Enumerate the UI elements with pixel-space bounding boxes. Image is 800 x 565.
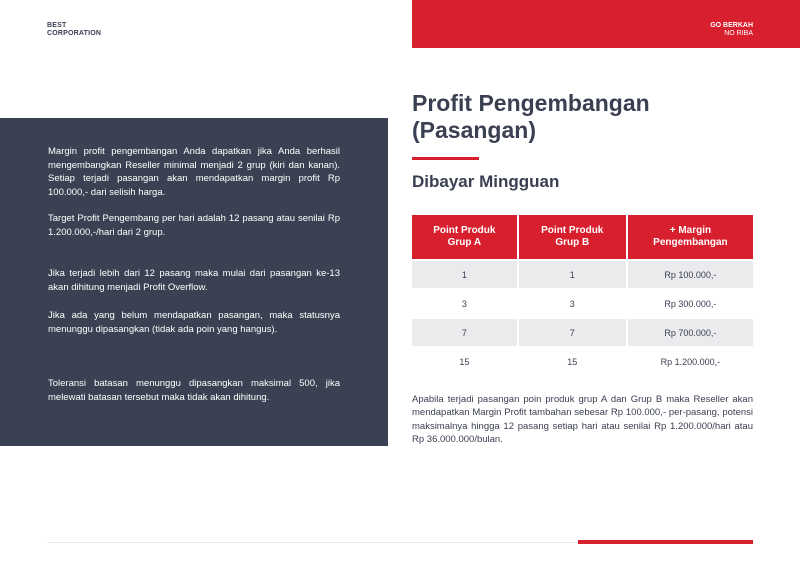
brand-line-2: CORPORATION: [47, 30, 102, 37]
header-grup-b-line-2: Grup B: [555, 237, 590, 248]
panel-paragraph-4: Jika ada yang belum mendapatkan pasangan, maka statusnya menunggu dipasangkan (tidak ada poin yang hangus).: [48, 310, 340, 335]
page-title-line-1: Profit Pengembangan: [412, 90, 650, 116]
cell-margin: Rp 1.200.000,-: [627, 347, 753, 375]
header-margin-line-2: Pengembangan: [653, 237, 728, 248]
cell-grup-b: 1: [518, 260, 627, 289]
table-row: [412, 347, 753, 375]
header-grup-a: [412, 215, 518, 260]
table-header-row: [412, 215, 753, 260]
footer-accent-bar: [578, 540, 753, 544]
tagline: [710, 22, 753, 38]
explanation-note: Apabila terjadi pasangan poin produk grup A dan Grup B maka Reseller akan mendapatkan Margin Profit tambahan sebesar Rp 100.000,- per-pasang, potensi maksimalnya hingga 12 pasang setiap hari atau senilai Rp 1.200.000/hari atau Rp 36.000.000/bulan.: [412, 394, 753, 445]
footer-divider: [47, 542, 578, 543]
header-grup-a-line-2: Grup A: [447, 237, 482, 248]
page-title: [412, 90, 650, 144]
page-subtitle: Dibayar Mingguan: [412, 172, 560, 191]
title-underline: [412, 157, 479, 160]
header-margin: [627, 215, 753, 260]
cell-grup-a: 15: [412, 347, 518, 375]
cell-grup-b: 3: [518, 289, 627, 318]
panel-paragraph-5: Toleransi batasan menunggu dipasangkan maksimal 500, jika melewati batasan tersebut maka tidak akan dihitung.: [48, 378, 340, 403]
cell-grup-b: 15: [518, 347, 627, 375]
brand-logo: [47, 22, 101, 38]
header-grup-a-line-1: Point Produk: [433, 225, 496, 236]
table-row: [412, 318, 753, 347]
table-row: [412, 260, 753, 289]
cell-margin: Rp 700.000,-: [627, 318, 753, 347]
page-title-line-2: (Pasangan): [412, 117, 536, 143]
panel-paragraph-2: Target Profit Pengembang per hari adalah 12 pasang atau senilai Rp 1.200.000,-/hari dari 2 grup.: [48, 213, 340, 238]
header-grup-b: [518, 215, 627, 260]
cell-grup-a: 7: [412, 318, 518, 347]
cell-margin: Rp 100.000,-: [627, 260, 753, 289]
panel-paragraph-3: Jika terjadi lebih dari 12 pasang maka mulai dari pasangan ke-13 akan dihitung menjadi Profit Overflow.: [48, 268, 340, 293]
cell-margin: Rp 300.000,-: [627, 289, 753, 318]
panel-paragraph-1: Margin profit pengembangan Anda dapatkan jika Anda berhasil mengembangkan Reseller minimal menjadi 2 grup (kiri dan kanan). Setiap terjadi pasangan akan mendapatkan margin profit Rp 100.000,- dari selisih harga.: [48, 146, 340, 198]
left-info-panel: [0, 118, 388, 446]
profit-table: [412, 215, 753, 375]
cell-grup-a: 1: [412, 260, 518, 289]
header-margin-line-1: + Margin: [669, 225, 712, 236]
cell-grup-a: 3: [412, 289, 518, 318]
tagline-line-1: GO BERKAH: [710, 22, 753, 29]
brand-line-1: BEST: [47, 22, 67, 29]
cell-grup-b: 7: [518, 318, 627, 347]
table-row: [412, 289, 753, 318]
header-grup-b-line-1: Point Produk: [541, 225, 604, 236]
tagline-line-2: NO RIBA: [724, 30, 753, 37]
